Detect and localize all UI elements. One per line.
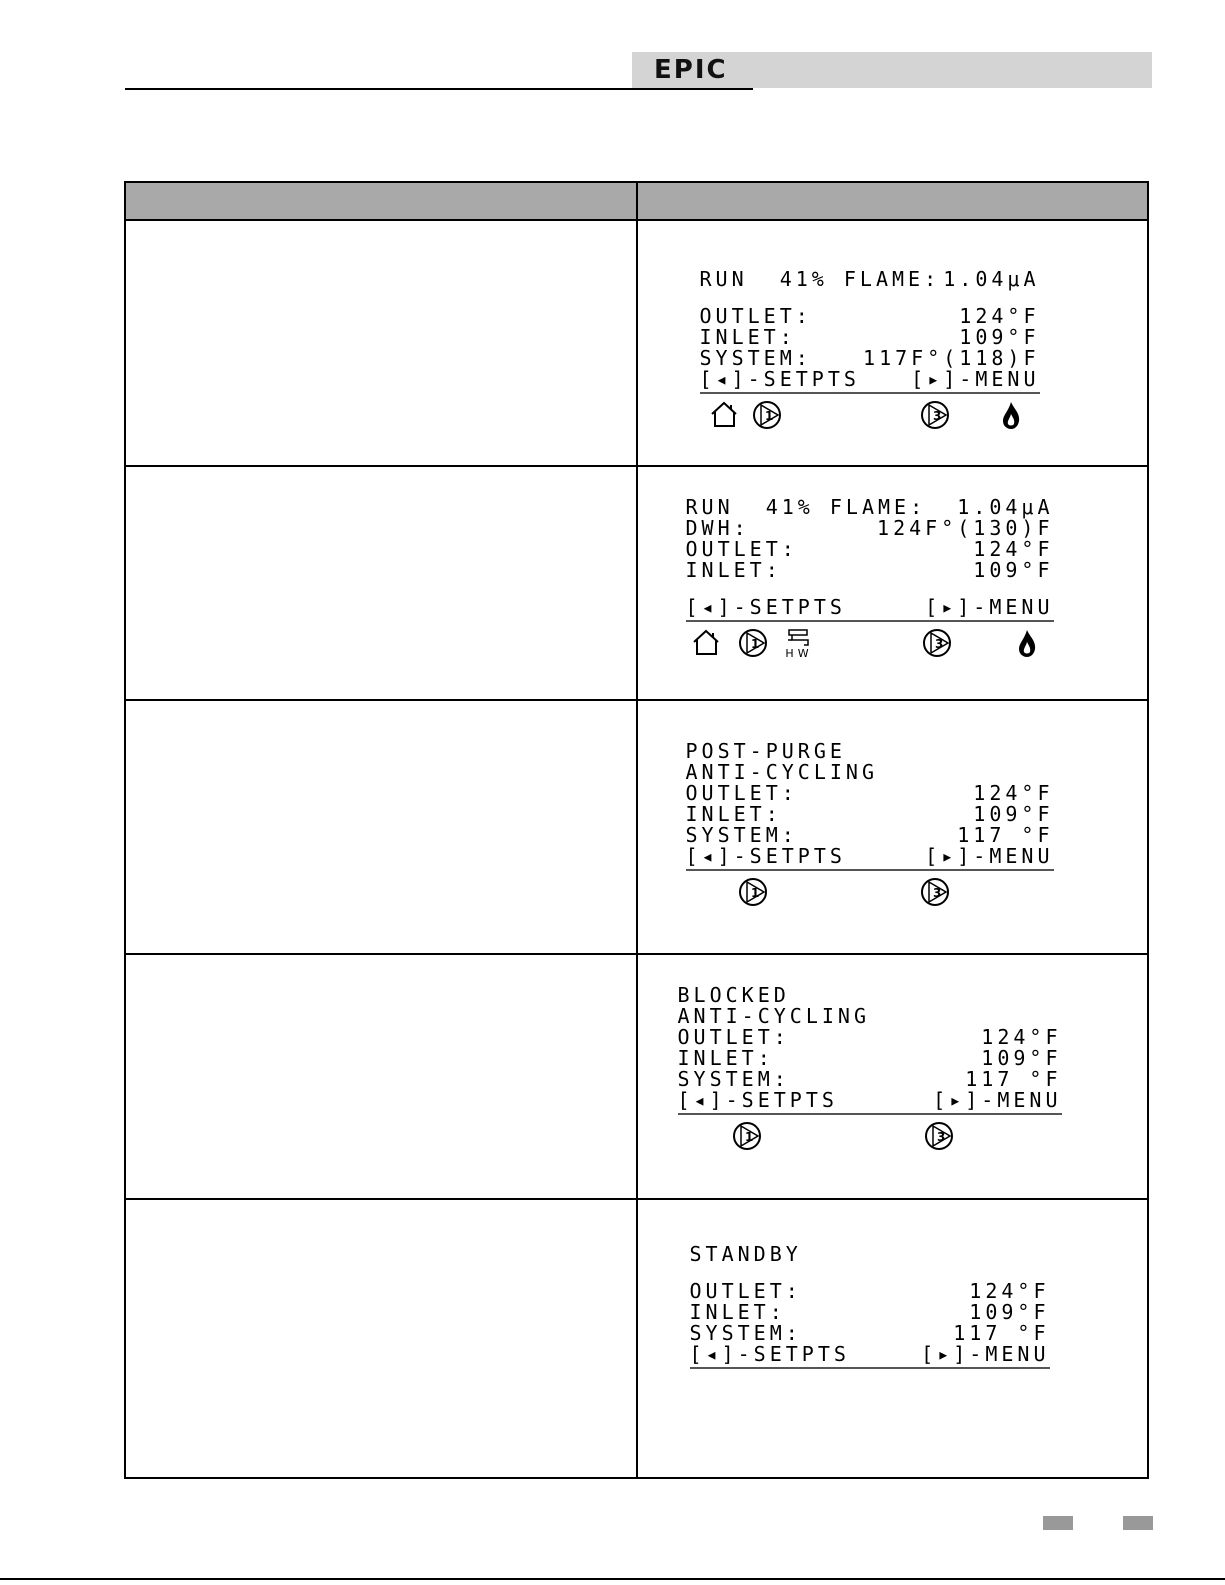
- lcd-line: [686, 846, 1054, 867]
- pump-3-icon: [922, 628, 952, 662]
- header-rule: [125, 88, 753, 90]
- pump-1-icon: [752, 400, 782, 434]
- lcd-value: [▸]-MENU: [925, 595, 1054, 619]
- lcd-icon-row: [686, 871, 1054, 911]
- svg-text:1: 1: [750, 637, 763, 651]
- status-screens-table: [124, 181, 1149, 1479]
- lcd-line: [686, 825, 1054, 846]
- column-header-display: [637, 182, 1149, 220]
- lcd-value: 124°F: [959, 304, 1040, 328]
- lcd-value: 124°F: [973, 537, 1054, 561]
- lcd-label: [◂]-SETPTS: [677, 1088, 838, 1112]
- lcd-label: INLET:: [685, 558, 782, 582]
- lcd-line: [690, 1244, 1050, 1265]
- lcd-label: ANTI-CYCLING: [685, 760, 878, 784]
- house-icon: [710, 400, 740, 432]
- table-row: [125, 954, 1148, 1199]
- svg-text:3: 3: [934, 637, 947, 651]
- lcd-line: [678, 1048, 1062, 1069]
- lcd-icon-row: [690, 1369, 1050, 1409]
- flame-icon: [1016, 628, 1038, 662]
- lcd-icon-row: [700, 394, 1040, 434]
- lcd-line: [690, 1281, 1050, 1302]
- lcd-label: OUTLET:: [699, 304, 812, 328]
- description-cell: [125, 466, 637, 700]
- lcd-label: SYSTEM:: [677, 1067, 790, 1091]
- lcd-line: [686, 497, 1054, 518]
- lcd-label: OUTLET:: [689, 1279, 802, 1303]
- lcd-label: BLOCKED: [677, 983, 790, 1007]
- lcd-value: 117 °F: [957, 823, 1054, 847]
- lcd-value: 117 °F: [953, 1321, 1050, 1345]
- lcd-value: [▸]-MENU: [921, 1342, 1050, 1366]
- lcd-line: [690, 1302, 1050, 1323]
- lcd-value: 1.04μA: [943, 267, 1040, 291]
- lcd-value: 124°F: [981, 1025, 1062, 1049]
- lcd-line: [686, 741, 1054, 762]
- lcd-value: 109°F: [981, 1046, 1062, 1070]
- lcd-screen-post-purge: [686, 741, 1054, 911]
- lcd-value: 117F°(118)F: [863, 346, 1040, 370]
- lcd-line: [700, 348, 1040, 369]
- lcd-line: [686, 518, 1054, 539]
- table-row: [125, 220, 1148, 466]
- lcd-line: [700, 369, 1040, 390]
- lcd-line: [678, 1069, 1062, 1090]
- pump-3-icon: [920, 877, 950, 911]
- lcd-line: [678, 1027, 1062, 1048]
- hot-water-icon: [784, 628, 814, 662]
- lcd-line: [686, 539, 1054, 560]
- lcd-screen-run: [700, 269, 1040, 434]
- lcd-label: INLET:: [685, 802, 782, 826]
- display-cell: [637, 700, 1149, 954]
- lcd-value: [▸]-MENU: [911, 367, 1040, 391]
- lcd-screen-blocked: [678, 985, 1062, 1155]
- lcd-value: 117 °F: [965, 1067, 1062, 1091]
- lcd-value: 124°F: [973, 781, 1054, 805]
- svg-text:1: 1: [750, 886, 763, 900]
- table-row: [125, 466, 1148, 700]
- lcd-line: [700, 306, 1040, 327]
- lcd-line: [678, 1090, 1062, 1111]
- house-icon: [692, 628, 722, 660]
- pump-1-icon: [738, 628, 768, 662]
- column-header-description: [125, 182, 637, 220]
- lcd-icon-row: [678, 1115, 1062, 1155]
- lcd-line: [678, 985, 1062, 1006]
- lcd-value: 124F°(130)F: [877, 516, 1054, 540]
- lcd-label: SYSTEM:: [699, 346, 812, 370]
- lcd-value: [▸]-MENU: [925, 844, 1054, 868]
- lcd-line: [686, 804, 1054, 825]
- lcd-label: [◂]-SETPTS: [699, 367, 860, 391]
- display-cell: [637, 1199, 1149, 1478]
- lcd-value: [▸]-MENU: [933, 1088, 1062, 1112]
- lcd-label: RUN 41% FLAME:: [685, 495, 927, 519]
- svg-text:1: 1: [764, 409, 777, 423]
- table-header-row: [125, 182, 1148, 220]
- pump-3-icon: [924, 1121, 954, 1155]
- lcd-label: SYSTEM:: [689, 1321, 802, 1345]
- lcd-value: 109°F: [973, 558, 1054, 582]
- description-cell: [125, 700, 637, 954]
- pump-1-icon: [732, 1121, 762, 1155]
- lcd-line: [690, 1323, 1050, 1344]
- lcd-screen-dhw: [686, 497, 1054, 662]
- svg-text:3: 3: [936, 1130, 949, 1144]
- pump-3-icon: [920, 400, 950, 434]
- description-cell: [125, 220, 637, 466]
- table-row: [125, 1199, 1148, 1478]
- lcd-line: [700, 269, 1040, 290]
- lcd-label: ANTI-CYCLING: [677, 1004, 870, 1028]
- display-cell: [637, 220, 1149, 466]
- lcd-label: [◂]-SETPTS: [685, 595, 846, 619]
- lcd-label: SYSTEM:: [685, 823, 798, 847]
- pump-1-icon: [738, 877, 768, 911]
- svg-text:1: 1: [744, 1130, 757, 1144]
- lcd-label: INLET:: [689, 1300, 786, 1324]
- lcd-line: [686, 762, 1054, 783]
- description-cell: [125, 954, 637, 1199]
- lcd-value: 109°F: [969, 1300, 1050, 1324]
- svg-text:3: 3: [932, 409, 945, 423]
- lcd-label: OUTLET:: [685, 537, 798, 561]
- lcd-value: 124°F: [969, 1279, 1050, 1303]
- lcd-label: [◂]-SETPTS: [689, 1342, 850, 1366]
- lcd-label: OUTLET:: [685, 781, 798, 805]
- lcd-value: 109°F: [959, 325, 1040, 349]
- lcd-screen-standby: [690, 1244, 1050, 1409]
- lcd-line: [678, 1006, 1062, 1027]
- table-row: [125, 700, 1148, 954]
- lcd-line: [686, 597, 1054, 618]
- lcd-label: STANDBY: [689, 1242, 802, 1266]
- lcd-line: [690, 1344, 1050, 1365]
- display-cell: [637, 954, 1149, 1199]
- lcd-label: INLET:: [699, 325, 796, 349]
- svg-text:HW: HW: [784, 647, 813, 658]
- footer-box-right: [1123, 1516, 1153, 1530]
- description-cell: [125, 1199, 637, 1478]
- lcd-label: RUN 41% FLAME:: [699, 267, 941, 291]
- lcd-label: POST-PURGE: [685, 739, 846, 763]
- lcd-value: 109°F: [973, 802, 1054, 826]
- lcd-label: [◂]-SETPTS: [685, 844, 846, 868]
- svg-text:3: 3: [932, 886, 945, 900]
- lcd-line: [686, 560, 1054, 581]
- flame-icon: [1000, 400, 1022, 434]
- display-cell: [637, 466, 1149, 700]
- lcd-label: INLET:: [677, 1046, 774, 1070]
- bottom-rule: [0, 1578, 1225, 1580]
- lcd-icon-row: [686, 622, 1054, 662]
- lcd-value: 1.04μA: [957, 495, 1054, 519]
- lcd-label: OUTLET:: [677, 1025, 790, 1049]
- epic-logo: EPIC: [654, 55, 728, 85]
- lcd-line: [686, 783, 1054, 804]
- footer-box-left: [1043, 1516, 1073, 1530]
- lcd-label: DWH:: [685, 516, 750, 540]
- lcd-line: [700, 327, 1040, 348]
